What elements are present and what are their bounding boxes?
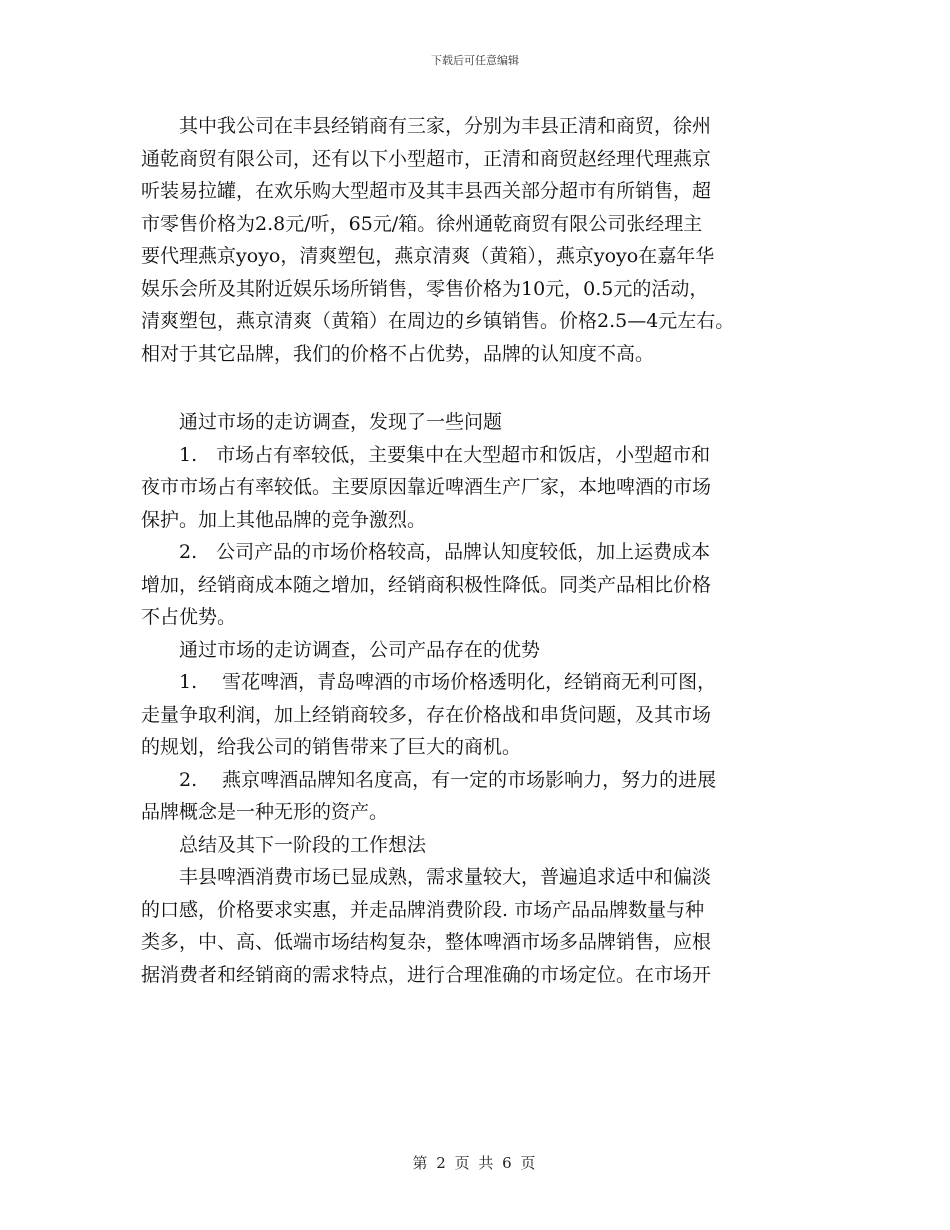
text-line: 娱乐会所及其附近娱乐场所销售，零售价格为10元，0.5元的活动， [141, 277, 709, 300]
text-line: 2. 公司产品的市场价格较高，品牌认知度较低，加上运费成本 [141, 541, 711, 563]
text-line: 清爽塑包，燕京清爽（黄箱）在周边的乡镇销售。价格2.5—4元左右。 [141, 310, 735, 332]
text-line: 增加，经销商成本随之增加，经销商积极性降低。同类产品相比价格 [141, 573, 712, 596]
text-line: 1. 市场占有率较低，主要集中在大型超市和饭店，小型超市和 [141, 443, 711, 466]
section-heading: 通过市场的走访调查，发现了一些问题 [141, 411, 503, 433]
text-line: 其中我公司在丰县经销商有三家，分别为丰县正清和商贸，徐州 [141, 115, 712, 137]
text-line: 的规划，给我公司的销售带来了巨大的商机。 [141, 736, 522, 758]
text-line: 品牌概念是一种无形的资产。 [141, 801, 389, 823]
text-line: 的口感，价格要求实惠，并走品牌消费阶段. 市场产品品牌数量与种 [141, 898, 705, 921]
text-line: 丰县啤酒消费市场已显成熟，需求量较大，普遍追求适中和偏淡 [141, 866, 712, 888]
text-line: 走量争取利润，加上经销商较多，存在价格战和串货问题，及其市场 [141, 703, 712, 726]
text-line: 类多，中、高、低端市场结构复杂，整体啤酒市场多品牌销售，应根 [141, 931, 712, 953]
text-line: 听装易拉罐，在欢乐购大型超市及其丰县西关部分超市有所销售，超 [141, 180, 712, 202]
section-heading: 总结及其下一阶段的工作想法 [141, 833, 427, 856]
paragraph-gap [141, 370, 821, 406]
text-line: 据消费者和经销商的需求特点，进行合理准确的市场定位。在市场开 [141, 963, 712, 986]
page-number-footer: 第 2 页 共 6 页 [412, 1154, 538, 1172]
text-line: 夜市市场占有率较低。主要原因靠近啤酒生产厂家，本地啤酒的市场 [141, 476, 712, 498]
text-line: 市零售价格为2.8元/听，65元/箱。徐州通乾商贸有限公司张经理主 [141, 212, 703, 235]
text-line: 1. 雪花啤酒，青岛啤酒的市场价格透明化，经销商无利可图， [141, 671, 717, 693]
text-line: 相对于其它品牌，我们的价格不占优势，品牌的认知度不高。 [141, 342, 655, 365]
header-note: 下载后可任意编辑 [431, 54, 519, 67]
section-heading: 通过市场的走访调查，公司产品存在的优势 [141, 638, 541, 661]
text-line: 2. 燕京啤酒品牌知名度高，有一定的市场影响力，努力的进展 [141, 768, 717, 791]
text-line: 不占优势。 [141, 606, 237, 628]
text-line: 要代理燕京yoyo，清爽塑包，燕京清爽（黄箱），燕京yoyo在嘉年华 [141, 245, 715, 267]
text-line: 通乾商贸有限公司，还有以下小型超市，正清和商贸赵经理代理燕京 [141, 147, 712, 170]
text-line: 保护。加上其他品牌的竞争激烈。 [141, 508, 427, 531]
body-text [141, 110, 821, 991]
